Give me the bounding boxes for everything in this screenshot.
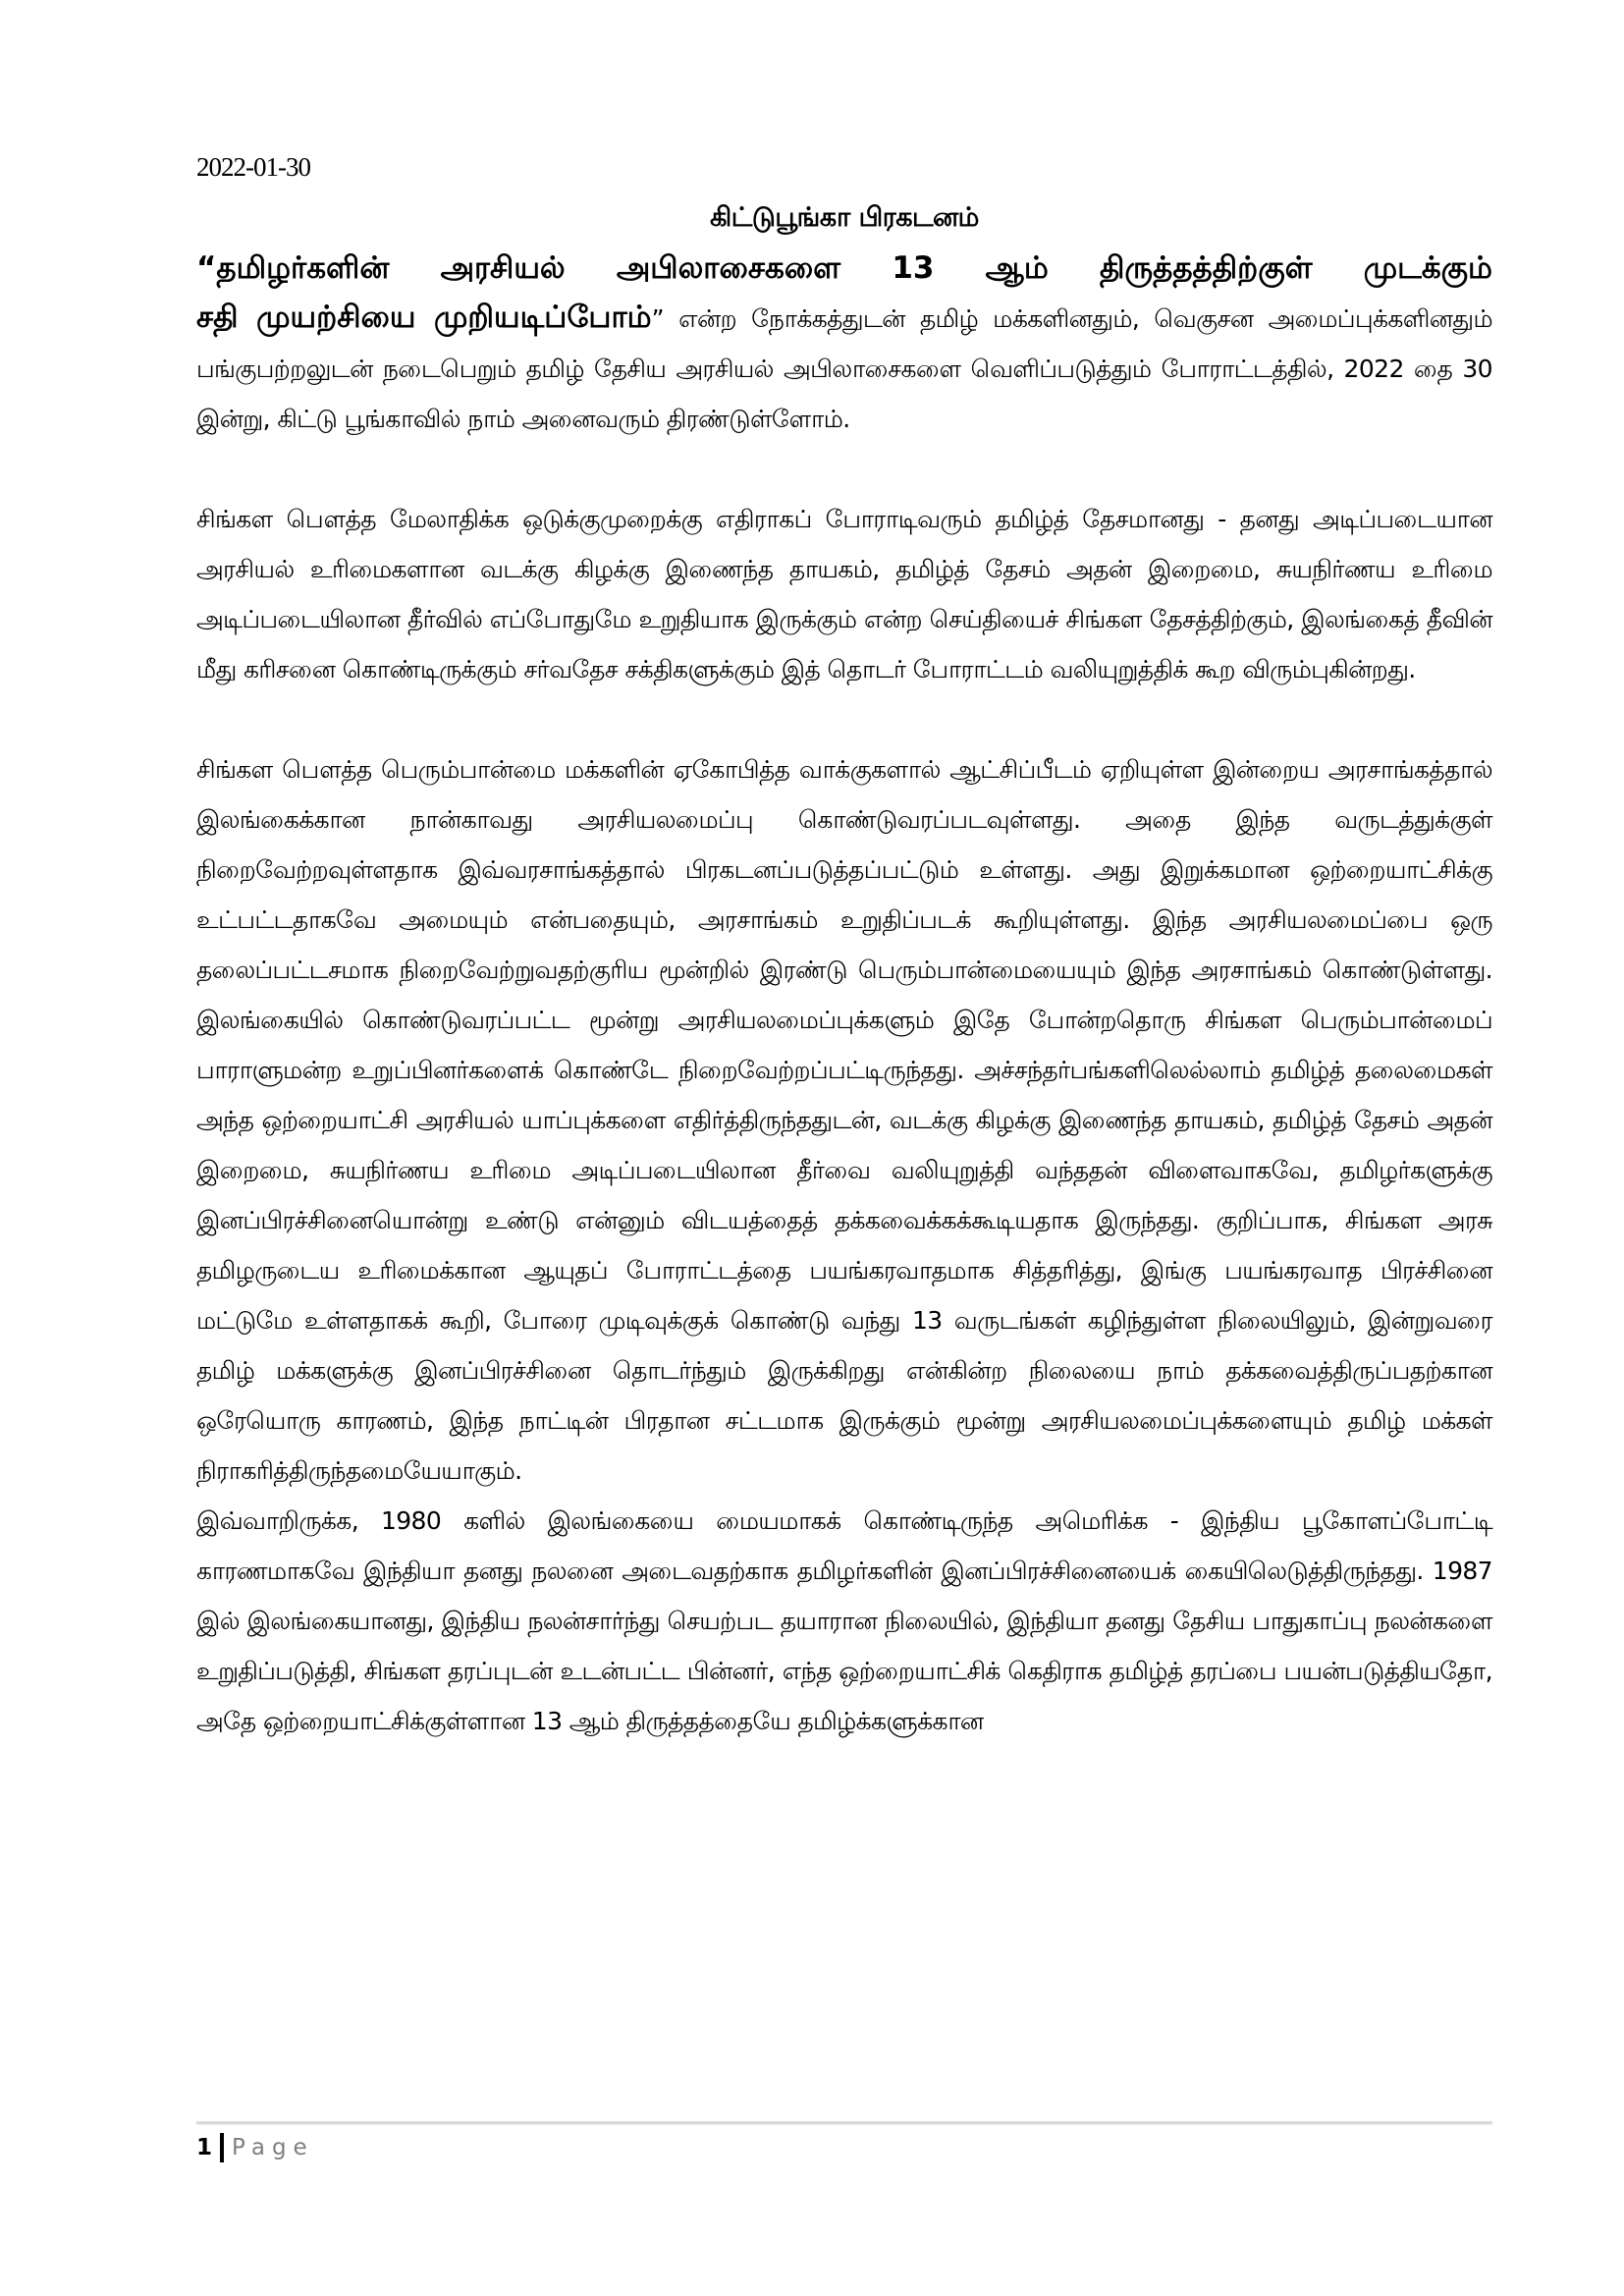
page-number: 1 [196, 2135, 213, 2160]
document-title: கிட்டுபூங்கா பிரகடனம் [710, 202, 979, 233]
intro-paragraph [196, 293, 1492, 444]
document-page [196, 147, 1492, 1746]
paragraph-1: சிங்கள பௌத்த மேலாதிக்க ஒடுக்குமுறைக்கு எதிராகப் போராடிவரும் தமிழ்த் தேசமானது - தனது அடிப்படையான அரசியல் உரிமைகளான வடக்கு கிழக்கு இணைந்த தாயகம், தமிழ்த் தேசம் அதன் இறைமை, சுயநிர்ணய உரிமை அடிப்படையிலான தீர்வில் எப்போதுமே உறுதியாக இருக்கும் என்ற செய்தியைச் சிங்கள தேசத்திற்கும், இலங்கைத் தீவின் மீது கரிசனை கொண்டிருக்கும் சர்வதேச சக்திகளுக்கும் இத் தொடர் போராட்டம் வலியுறுத்திக் கூற விரும்புகின்றது. [196, 505, 1492, 683]
page-separator [220, 2133, 224, 2162]
page-label: Page [232, 2135, 314, 2160]
headline: “தமிழர்களின் அரசியல் அபிலாசைகளை 13 ஆம் திருத்தத்திற்குள் முடக்கும் [196, 250, 1492, 286]
intro-text: ” என்ற நோக்கத்துடன் தமிழ் மக்களினதும், வெகுசன அமைப்புக்களினதும் பங்குபற்றலுடன் நடைபெறும் தமிழ் தேசிய அரசியல் அபிலாசைகளை வெளிப்படுத்தும் போராட்டத்தில், 2022 தை 30 இன்று, கிட்டு பூங்காவில் நாம் அனைவரும் திரண்டுள்ளோம். [196, 304, 1493, 433]
footer-divider [196, 2121, 1492, 2125]
document-date: 2022-01-30 [196, 152, 310, 182]
paragraph-2: சிங்கள பௌத்த பெரும்பான்மை மக்களின் ஏகோபித்த வாக்குகளால் ஆட்சிப்பீடம் ஏறியுள்ள இன்றைய அரசாங்கத்தால் இலங்கைக்கான நான்காவது அரசியலமைப்பு கொண்டுவரப்படவுள்ளது. அதை இந்த வருடத்துக்குள் நிறைவேற்றவுள்ளதாக இவ்வரசாங்கத்தால் பிரகடனப்படுத்தப்பட்டும் உள்ளது. அது இறுக்கமான ஒற்றையாட்சிக்கு உட்பட்டதாகவே அமையும் என்பதையும், அரசாங்கம் உறுதிப்படக் கூறியுள்ளது. இந்த அரசியலமைப்பை ஒரு தலைப்பட்டசமாக நிறைவேற்றுவதற்குரிய மூன்றில் இரண்டு பெரும்பான்மையையும் இந்த அரசாங்கம் கொண்டுள்ளது. இலங்கையில் கொண்டுவரப்பட்ட மூன்று அரசியலமைப்புக்களும் இதே போன்றதொரு சிங்கள பெரும்பான்மைப் பாராளுமன்ற உறுப்பினர்களைக் கொண்டே நிறைவேற்றப்பட்டிருந்தது. அச்சந்தர்பங்களிலெல்லாம் தமிழ்த் தலைமைகள் அந்த ஒற்றையாட்சி அரசியல் யாப்புக்களை எதிர்த்திருந்ததுடன், வடக்கு கிழக்கு இணைந்த தாயகம், தமிழ்த் தேசம் அதன் இறைமை, சுயநிர்ணய உரிமை அடிப்படையிலான தீர்வை வலியுறுத்தி வந்ததன் விளைவாகவே, தமிழர்களுக்கு இனப்பிரச்சினையொன்று உண்டு என்னும் விடயத்தைத் தக்கவைக்கக்கூடியதாக இருந்தது. குறிப்பாக, சிங்கள அரசு தமிழருடைய உரிமைக்கான ஆயுதப் போராட்டத்தை பயங்கரவாதமாக சித்தரித்து, இங்கு பயங்கரவாத பிரச்சினை மட்டுமே உள்ளதாகக் கூறி, போரை முடிவுக்குக் கொண்டு வந்து 13 வருடங்கள் கழிந்துள்ள நிலையிலும், இன்றுவரை தமிழ் மக்களுக்கு இனப்பிரச்சினை தொடர்ந்தும் இருக்கிறது என்கின்ற நிலையை நாம் தக்கவைத்திருப்பதற்கான ஒரேயொரு காரணம், இந்த நாட்டின் பிரதான சட்டமாக இருக்கும் மூன்று அரசியலமைப்புக்களையும் தமிழ் மக்கள் நிராகரித்திருந்தமையேயாகும். [196, 755, 1492, 1485]
page-indicator [196, 2133, 1492, 2162]
paragraph-3: இவ்வாறிருக்க, 1980 களில் இலங்கையை மையமாகக் கொண்டிருந்த அமெரிக்க - இந்திய பூகோளப்போட்டி காரணமாகவே இந்தியா தனது நலனை அடைவதற்காக தமிழர்களின் இனப்பிரச்சினையைக் கையிலெடுத்திருந்தது. 1987 இல் இலங்கையானது, இந்திய நலன்சார்ந்து செயற்பட தயாரான நிலையில், இந்தியா தனது தேசிய பாதுகாப்பு நலன்களை உறுதிப்படுத்தி, சிங்கள தரப்புடன் உடன்பட்ட பின்னர், எந்த ஒற்றையாட்சிக் கெதிராக தமிழ்த் தரப்பை பயன்படுத்தியதோ, அதே ஒற்றையாட்சிக்குள்ளான 13 ஆம் திருத்தத்தையே தமிழ்க்களுக்கான [196, 1506, 1492, 1735]
page-footer [196, 2121, 1492, 2162]
headline-continuation: சதி முயற்சியை முறியடிப்போம் [196, 300, 652, 335]
